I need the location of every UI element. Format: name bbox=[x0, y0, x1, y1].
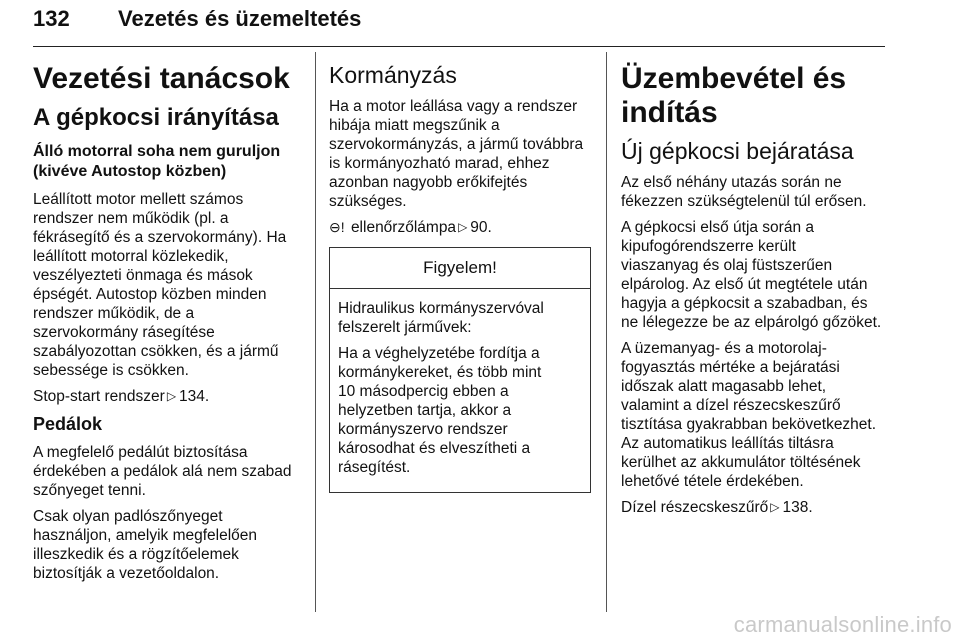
section-heading: Üzembevétel és indítás bbox=[621, 62, 847, 129]
cross-reference[interactable] bbox=[33, 387, 301, 406]
warning-body bbox=[330, 289, 590, 492]
paragraph: Csak olyan padlószőnyeget használjon, amelyik megfelelően illeszkedik és a rögzítőelemek biztosítják a vezetőoldalon. bbox=[33, 508, 258, 582]
power-steering-warning-lamp-icon: ⊖! bbox=[329, 219, 345, 235]
header-title: Vezetés és üzemeltetés bbox=[118, 6, 362, 31]
subsection-heading: Kormányzás bbox=[329, 62, 457, 88]
section-heading: Vezetési tanácsok bbox=[33, 62, 290, 95]
ref-text: Stop-start rendszer bbox=[33, 388, 165, 405]
topic-heading: Pedálok bbox=[33, 414, 103, 434]
column-divider bbox=[315, 52, 316, 612]
column-left bbox=[33, 62, 301, 590]
subsection-heading: Új gépkocsi bejáratása bbox=[621, 138, 854, 164]
lamp-page: 90. bbox=[470, 219, 492, 236]
paragraph: A gépkocsi első útja során a kipufogórendszerre került viaszanyag és olaj füstszerűen elpárolog. Az első út megtétele után hagyja a gépkocsit a szabadban, és ne lélegezze be az elpárolgó gőzöket. bbox=[621, 219, 882, 331]
paragraph: A üzemanyag- és a motorolaj- fogyasztás mértéke a bejáratási időszak alatt magasabb lehet, valamint a dízel részecskeszűrő tisztítása gyakrabban bekövetkezhet. Az automatikus leállítás tiltásra kerülhet az akkumulátor töltésének lehetővé tétele érdekében. bbox=[621, 340, 877, 490]
warning-box bbox=[329, 247, 591, 493]
column-middle bbox=[329, 62, 591, 493]
paragraph: Leállított motor mellett számos rendszer nem működik (pl. a fékrásegítő és a szervokormány). Ha leállított motorral közlekedik, veszélyezteti önmaga és mások épségét. Autostop közben minden rendszer működik, de a szervokormány rásegítése szabályozottan csökken, és a jármű sebessége is csökken. bbox=[33, 191, 287, 379]
topic-heading: Álló motorral soha nem guruljon (kivéve Autostop közben) bbox=[33, 143, 281, 180]
lamp-text: ellenőrzőlámpa bbox=[350, 219, 457, 236]
page-reference-arrow-icon: ▷ bbox=[770, 500, 780, 514]
watermark: carmanualsonline.info bbox=[733, 612, 952, 637]
paragraph: Ha a motor leállása vagy a rendszer hibája miatt megszűnik a szervokormányzás, a jármű továbbra is kormányozható marad, ehhez azonban nagyobb erőkifejtés szükséges. bbox=[329, 98, 584, 210]
page-reference-arrow-icon: ▷ bbox=[166, 389, 177, 403]
paragraph: A megfelelő pedálút biztosítása érdekében a pedálok alá nem szabad szőnyeget tenni. bbox=[33, 444, 292, 499]
paragraph: Az első néhány utazás során ne fékezzen szükségtelenül túl erősen. bbox=[621, 174, 867, 210]
column-divider bbox=[606, 52, 607, 612]
ref-page: 138. bbox=[782, 499, 813, 516]
warning-paragraph: Hidraulikus kormányszervóval felszerelt járművek: bbox=[338, 300, 544, 336]
subsection-heading: A gépkocsi irányítása bbox=[33, 104, 279, 131]
warning-paragraph: Ha a véghelyzetébe fordítja a kormánykereket, és több mint 10 másodpercig ebben a helyzetben tartja, akkor a kormányszervo rendszer károsodhat és elveszítheti a rásegítést. bbox=[338, 345, 542, 476]
page-reference-arrow-icon: ▷ bbox=[458, 220, 468, 234]
header-rule bbox=[33, 46, 885, 47]
warning-title: Figyelem! bbox=[330, 248, 590, 289]
ref-page: 134. bbox=[179, 388, 210, 405]
cross-reference[interactable] bbox=[621, 498, 921, 517]
column-right bbox=[621, 62, 921, 524]
ref-text: Dízel részecskeszűrő bbox=[621, 499, 769, 516]
page-number: 132 bbox=[33, 6, 70, 31]
warning-lamp-reference[interactable] bbox=[329, 218, 591, 237]
page-header bbox=[33, 6, 885, 46]
